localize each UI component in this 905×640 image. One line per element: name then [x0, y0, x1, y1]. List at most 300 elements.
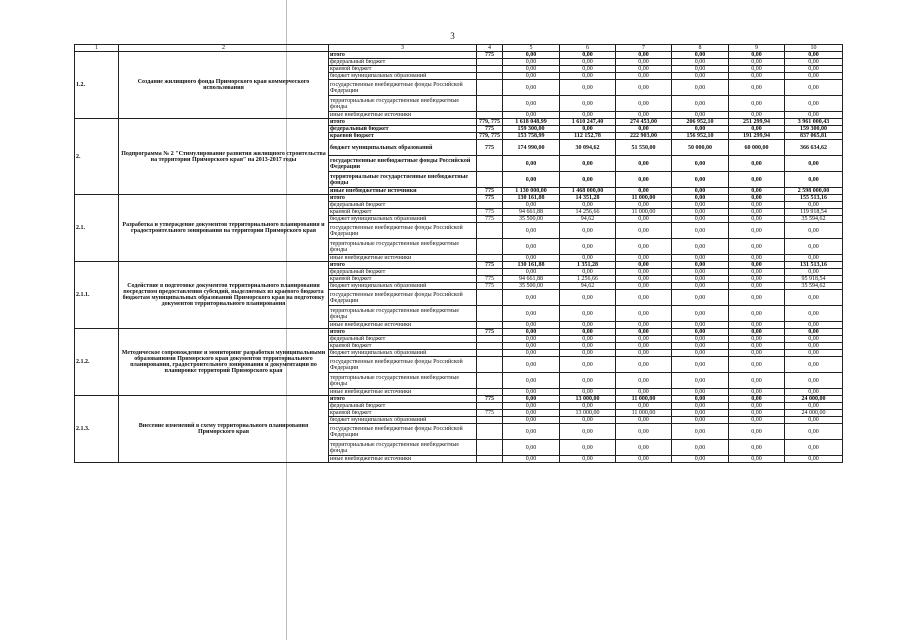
kbk-code: [477, 202, 503, 209]
amount-cell: 0,00: [503, 440, 560, 456]
kbk-code: [477, 223, 503, 239]
amount-cell: 0,00: [560, 336, 616, 343]
amount-cell: 0,00: [729, 424, 785, 440]
item-name: Методическое сопровождение и мониторинг разработки муниципальными образованиями Приморского края документов территориального планирования, градостроительного зонирования и документации по планировке территорий Приморского края: [119, 329, 329, 396]
funding-source: краевой бюджет: [329, 66, 477, 73]
amount-cell: 0,00: [785, 223, 843, 239]
amount-cell: 2 598 000,00: [785, 188, 843, 195]
amount-cell: 0,00: [729, 172, 785, 188]
funding-source: государственные внебюджетные фонды Российской Федерации: [329, 357, 477, 373]
amount-cell: 35 594,62: [785, 216, 843, 223]
amount-cell: 0,00: [616, 188, 672, 195]
amount-cell: 0,00: [503, 96, 560, 112]
amount-cell: 0,00: [729, 223, 785, 239]
amount-cell: 0,00: [560, 373, 616, 389]
kbk-code: [477, 66, 503, 73]
funding-source: иные внебюджетные источники: [329, 188, 477, 195]
amount-cell: 0,00: [729, 269, 785, 276]
amount-cell: 0,00: [503, 322, 560, 329]
amount-cell: 0,00: [560, 424, 616, 440]
amount-cell: 0,00: [729, 209, 785, 216]
amount-cell: 0,00: [729, 322, 785, 329]
amount-cell: 0,00: [560, 322, 616, 329]
kbk-code: [477, 59, 503, 66]
amount-cell: 0,00: [672, 269, 729, 276]
amount-cell: 0,00: [503, 255, 560, 262]
kbk-code: [477, 456, 503, 463]
amount-cell: 837 065,81: [785, 133, 843, 140]
amount-cell: 11 000,00: [616, 396, 672, 403]
amount-cell: 0,00: [560, 223, 616, 239]
header-cell: 1: [75, 45, 119, 52]
kbk-code: 779, 775: [477, 133, 503, 140]
amount-cell: 24 000,00: [785, 396, 843, 403]
amount-cell: 35 594,62: [785, 283, 843, 290]
amount-cell: 0,00: [785, 59, 843, 66]
header-cell: 2: [119, 45, 329, 52]
amount-cell: 0,00: [616, 255, 672, 262]
amount-cell: 0,00: [503, 66, 560, 73]
amount-cell: 0,00: [785, 269, 843, 276]
amount-cell: 0,00: [729, 440, 785, 456]
kbk-code: [477, 336, 503, 343]
amount-cell: 0,00: [503, 417, 560, 424]
amount-cell: 0,00: [672, 172, 729, 188]
funding-source: бюджет муниципальных образований: [329, 417, 477, 424]
amount-cell: 0,00: [503, 239, 560, 255]
funding-source: иные внебюджетные источники: [329, 112, 477, 119]
amount-cell: 0,00: [616, 357, 672, 373]
kbk-code: 775: [477, 410, 503, 417]
amount-cell: 95 918,54: [785, 276, 843, 283]
kbk-code: [477, 373, 503, 389]
amount-cell: 0,00: [729, 202, 785, 209]
funding-source: федеральный бюджет: [329, 269, 477, 276]
amount-cell: 0,00: [729, 290, 785, 306]
amount-cell: 0,00: [785, 52, 843, 59]
amount-cell: 0,00: [672, 188, 729, 195]
amount-cell: 0,00: [503, 410, 560, 417]
funding-source: федеральный бюджет: [329, 202, 477, 209]
amount-cell: 14 256,66: [560, 209, 616, 216]
amount-cell: 0,00: [616, 389, 672, 396]
amount-cell: 0,00: [616, 283, 672, 290]
amount-cell: 0,00: [785, 322, 843, 329]
amount-cell: 0,00: [672, 216, 729, 223]
amount-cell: 0,00: [672, 112, 729, 119]
amount-cell: 0,00: [560, 66, 616, 73]
amount-cell: 0,00: [785, 456, 843, 463]
funding-source: федеральный бюджет: [329, 403, 477, 410]
amount-cell: 0,00: [616, 66, 672, 73]
kbk-code: 779, 775: [477, 119, 503, 126]
amount-cell: 13 000,00: [560, 396, 616, 403]
amount-cell: 0,00: [616, 202, 672, 209]
amount-cell: 0,00: [785, 156, 843, 172]
amount-cell: 11 000,00: [616, 195, 672, 202]
amount-cell: 0,00: [785, 350, 843, 357]
amount-cell: 0,00: [616, 262, 672, 269]
item-name: Создание жилищного фонда Приморского края коммерческого использования: [119, 52, 329, 119]
kbk-code: [477, 290, 503, 306]
amount-cell: 0,00: [503, 350, 560, 357]
kbk-code: [477, 343, 503, 350]
amount-cell: 24 000,00: [785, 410, 843, 417]
funding-source: итого: [329, 119, 477, 126]
amount-cell: 131 513,16: [785, 262, 843, 269]
kbk-code: [477, 172, 503, 188]
funding-source: иные внебюджетные источники: [329, 255, 477, 262]
amount-cell: 0,00: [672, 424, 729, 440]
kbk-code: [477, 255, 503, 262]
amount-cell: 0,00: [785, 306, 843, 322]
amount-cell: 0,00: [616, 96, 672, 112]
amount-cell: 153 758,99: [503, 133, 560, 140]
amount-cell: 0,00: [560, 239, 616, 255]
funding-source: федеральный бюджет: [329, 59, 477, 66]
amount-cell: 159 300,00: [785, 126, 843, 133]
funding-source: краевой бюджет: [329, 343, 477, 350]
amount-cell: 0,00: [503, 52, 560, 59]
item-name: Подпрограмма № 2 "Стимулирование развития жилищного строительства на территории Приморского края" на 2013-2017 годы: [119, 119, 329, 195]
amount-cell: 0,00: [729, 329, 785, 336]
kbk-code: [477, 357, 503, 373]
kbk-code: [477, 156, 503, 172]
kbk-code: [477, 306, 503, 322]
amount-cell: 1 468 000,00: [560, 188, 616, 195]
amount-cell: 0,00: [729, 350, 785, 357]
funding-source: бюджет муниципальных образований: [329, 140, 477, 156]
kbk-code: [477, 112, 503, 119]
table-row: [75, 262, 843, 269]
amount-cell: 0,00: [672, 389, 729, 396]
amount-cell: 1 256,66: [560, 276, 616, 283]
amount-cell: 0,00: [672, 96, 729, 112]
amount-cell: 0,00: [785, 389, 843, 396]
amount-cell: 0,00: [560, 255, 616, 262]
funding-source: иные внебюджетные источники: [329, 389, 477, 396]
item-code: 2.1.3.: [75, 396, 119, 463]
amount-cell: 174 990,00: [503, 140, 560, 156]
header-row: [75, 45, 843, 52]
amount-cell: 50 000,00: [672, 140, 729, 156]
header-cell: 9: [729, 45, 785, 52]
amount-cell: 0,00: [672, 80, 729, 96]
amount-cell: 0,00: [729, 403, 785, 410]
amount-cell: 0,00: [672, 156, 729, 172]
amount-cell: 0,00: [785, 424, 843, 440]
amount-cell: 94 661,88: [503, 209, 560, 216]
amount-cell: 0,00: [729, 52, 785, 59]
amount-cell: 0,00: [672, 306, 729, 322]
funding-source: бюджет муниципальных образований: [329, 216, 477, 223]
amount-cell: 0,00: [729, 66, 785, 73]
item-name: Внесение изменений в схему территориального планирования Приморского края: [119, 396, 329, 463]
funding-source: итого: [329, 329, 477, 336]
amount-cell: 0,00: [503, 343, 560, 350]
amount-cell: 0,00: [503, 403, 560, 410]
amount-cell: 0,00: [616, 80, 672, 96]
amount-cell: 0,00: [672, 396, 729, 403]
amount-cell: 0,00: [672, 209, 729, 216]
item-name: Содействие в подготовке документов территориального планирования посредством предоставления субсидий, выделяемых из краевого бюджета бюджетам муниципальных образований Приморского края на подготовку документов территориального планирования: [119, 262, 329, 329]
funding-source: бюджет муниципальных образований: [329, 73, 477, 80]
amount-cell: 0,00: [503, 396, 560, 403]
amount-cell: 130 161,88: [503, 195, 560, 202]
kbk-code: [477, 239, 503, 255]
amount-cell: 112 152,78: [560, 133, 616, 140]
funding-source: иные внебюджетные источники: [329, 322, 477, 329]
amount-cell: 0,00: [672, 52, 729, 59]
amount-cell: 0,00: [560, 126, 616, 133]
amount-cell: 0,00: [672, 59, 729, 66]
amount-cell: 0,00: [672, 417, 729, 424]
funding-source: федеральный бюджет: [329, 336, 477, 343]
amount-cell: 60 000,00: [729, 140, 785, 156]
amount-cell: 0,00: [616, 336, 672, 343]
funding-source: государственные внебюджетные фонды Российской Федерации: [329, 424, 477, 440]
amount-cell: 0,00: [560, 329, 616, 336]
amount-cell: 0,00: [503, 456, 560, 463]
amount-cell: 0,00: [785, 336, 843, 343]
amount-cell: 0,00: [729, 188, 785, 195]
amount-cell: 11 000,00: [616, 410, 672, 417]
amount-cell: 0,00: [560, 350, 616, 357]
kbk-code: 775: [477, 396, 503, 403]
amount-cell: 35 500,00: [503, 283, 560, 290]
amount-cell: 0,00: [503, 156, 560, 172]
amount-cell: 0,00: [729, 156, 785, 172]
amount-cell: 0,00: [672, 73, 729, 80]
amount-cell: 0,00: [503, 424, 560, 440]
amount-cell: 30 094,62: [560, 140, 616, 156]
amount-cell: 222 903,00: [616, 133, 672, 140]
funding-source: территориальные государственные внебюджетные фонды: [329, 96, 477, 112]
amount-cell: 0,00: [672, 350, 729, 357]
amount-cell: 11 000,00: [616, 209, 672, 216]
funding-source: краевой бюджет: [329, 276, 477, 283]
amount-cell: 0,00: [729, 195, 785, 202]
amount-cell: 0,00: [729, 239, 785, 255]
table-row: [75, 329, 843, 336]
amount-cell: 0,00: [616, 269, 672, 276]
amount-cell: 1 618 048,99: [503, 119, 560, 126]
amount-cell: 13 000,00: [560, 410, 616, 417]
amount-cell: 0,00: [785, 255, 843, 262]
amount-cell: 0,00: [560, 52, 616, 59]
amount-cell: 0,00: [616, 52, 672, 59]
table-row: [75, 396, 843, 403]
amount-cell: 0,00: [785, 357, 843, 373]
amount-cell: 0,00: [729, 373, 785, 389]
header-cell: 4: [477, 45, 503, 52]
amount-cell: 0,00: [785, 403, 843, 410]
amount-cell: 0,00: [672, 276, 729, 283]
amount-cell: 0,00: [672, 202, 729, 209]
amount-cell: 0,00: [560, 202, 616, 209]
amount-cell: 0,00: [785, 239, 843, 255]
amount-cell: 0,00: [503, 389, 560, 396]
amount-cell: 0,00: [729, 417, 785, 424]
amount-cell: 0,00: [729, 80, 785, 96]
amount-cell: 94,62: [560, 216, 616, 223]
amount-cell: 0,00: [616, 440, 672, 456]
amount-cell: 0,00: [785, 172, 843, 188]
funding-source: итого: [329, 396, 477, 403]
amount-cell: 0,00: [672, 223, 729, 239]
amount-cell: 0,00: [616, 276, 672, 283]
amount-cell: 0,00: [672, 322, 729, 329]
table-row: [75, 119, 843, 126]
amount-cell: 251 299,94: [729, 119, 785, 126]
amount-cell: 155 513,16: [785, 195, 843, 202]
amount-cell: 0,00: [503, 59, 560, 66]
amount-cell: 0,00: [672, 329, 729, 336]
amount-cell: 0,00: [560, 306, 616, 322]
amount-cell: 0,00: [672, 262, 729, 269]
amount-cell: 191 299,94: [729, 133, 785, 140]
kbk-code: [477, 389, 503, 396]
amount-cell: 0,00: [672, 290, 729, 306]
amount-cell: 0,00: [616, 223, 672, 239]
amount-cell: 0,00: [560, 96, 616, 112]
amount-cell: 156 952,10: [672, 133, 729, 140]
amount-cell: 0,00: [560, 389, 616, 396]
amount-cell: 0,00: [616, 156, 672, 172]
amount-cell: 0,00: [616, 59, 672, 66]
amount-cell: 0,00: [672, 343, 729, 350]
amount-cell: 0,00: [672, 195, 729, 202]
table-row: [75, 52, 843, 59]
amount-cell: 0,00: [616, 322, 672, 329]
funding-source: бюджет муниципальных образований: [329, 283, 477, 290]
amount-cell: 0,00: [503, 290, 560, 306]
amount-cell: 0,00: [672, 357, 729, 373]
amount-cell: 0,00: [785, 343, 843, 350]
amount-cell: 0,00: [560, 156, 616, 172]
amount-cell: 0,00: [503, 329, 560, 336]
amount-cell: 0,00: [672, 126, 729, 133]
amount-cell: 0,00: [729, 126, 785, 133]
funding-source: федеральный бюджет: [329, 126, 477, 133]
header-cell: 7: [616, 45, 672, 52]
amount-cell: 0,00: [785, 417, 843, 424]
kbk-code: 775: [477, 262, 503, 269]
funding-source: территориальные государственные внебюджетные фонды: [329, 172, 477, 188]
kbk-code: 775: [477, 329, 503, 336]
amount-cell: 0,00: [729, 112, 785, 119]
amount-cell: 0,00: [616, 239, 672, 255]
amount-cell: 1 610 247,40: [560, 119, 616, 126]
header-cell: 5: [503, 45, 560, 52]
amount-cell: 206 952,10: [672, 119, 729, 126]
funding-source: государственные внебюджетные фонды Российской Федерации: [329, 223, 477, 239]
funding-source: итого: [329, 52, 477, 59]
amount-cell: 0,00: [560, 403, 616, 410]
funding-source: территориальные государственные внебюджетные фонды: [329, 440, 477, 456]
header-cell: 8: [672, 45, 729, 52]
amount-cell: 0,00: [729, 73, 785, 80]
amount-cell: 0,00: [560, 417, 616, 424]
item-name: Разработка и утверждение документов территориального планирования и градостроительного зонирования на территории Приморского края: [119, 195, 329, 262]
amount-cell: 94,62: [560, 283, 616, 290]
amount-cell: 0,00: [560, 290, 616, 306]
table-row: [75, 195, 843, 202]
amount-cell: 0,00: [616, 403, 672, 410]
amount-cell: 0,00: [729, 396, 785, 403]
kbk-code: 775: [477, 195, 503, 202]
funding-source: итого: [329, 195, 477, 202]
amount-cell: 0,00: [729, 357, 785, 373]
funding-source: территориальные государственные внебюджетные фонды: [329, 306, 477, 322]
item-code: 2.1.2.: [75, 329, 119, 396]
amount-cell: 0,00: [729, 283, 785, 290]
amount-cell: 0,00: [672, 336, 729, 343]
kbk-code: [477, 424, 503, 440]
amount-cell: 0,00: [729, 389, 785, 396]
amount-cell: 35 500,00: [503, 216, 560, 223]
amount-cell: 0,00: [560, 80, 616, 96]
amount-cell: 0,00: [503, 80, 560, 96]
amount-cell: 1 351,28: [560, 262, 616, 269]
amount-cell: 0,00: [560, 357, 616, 373]
amount-cell: 0,00: [503, 73, 560, 80]
amount-cell: 0,00: [503, 223, 560, 239]
amount-cell: 0,00: [616, 424, 672, 440]
amount-cell: 51 550,00: [616, 140, 672, 156]
header-cell: 10: [785, 45, 843, 52]
amount-cell: 0,00: [560, 112, 616, 119]
amount-cell: 0,00: [560, 269, 616, 276]
item-code: 2.: [75, 119, 119, 195]
amount-cell: 0,00: [729, 456, 785, 463]
amount-cell: 0,00: [672, 456, 729, 463]
amount-cell: 0,00: [672, 66, 729, 73]
amount-cell: 0,00: [729, 96, 785, 112]
header-cell: 3: [329, 45, 477, 52]
amount-cell: 0,00: [672, 373, 729, 389]
amount-cell: 0,00: [503, 306, 560, 322]
amount-cell: 274 453,00: [616, 119, 672, 126]
kbk-code: [477, 322, 503, 329]
kbk-code: [477, 96, 503, 112]
funding-source: государственные внебюджетные фонды Российской Федерации: [329, 156, 477, 172]
kbk-code: [477, 73, 503, 80]
page-number: 3: [450, 31, 455, 41]
amount-cell: 0,00: [616, 126, 672, 133]
funding-source: территориальные государственные внебюджетные фонды: [329, 239, 477, 255]
amount-cell: 1 130 000,00: [503, 188, 560, 195]
kbk-code: [477, 350, 503, 357]
amount-cell: 0,00: [560, 343, 616, 350]
funding-source: государственные внебюджетные фонды Российской Федерации: [329, 290, 477, 306]
amount-cell: 0,00: [785, 373, 843, 389]
amount-cell: 0,00: [672, 283, 729, 290]
amount-cell: 0,00: [616, 290, 672, 306]
table-body: [75, 45, 843, 463]
amount-cell: 0,00: [729, 336, 785, 343]
amount-cell: 0,00: [729, 343, 785, 350]
funding-source: краевой бюджет: [329, 209, 477, 216]
amount-cell: 0,00: [616, 306, 672, 322]
kbk-code: 775: [477, 283, 503, 290]
amount-cell: 0,00: [785, 290, 843, 306]
amount-cell: 0,00: [560, 440, 616, 456]
amount-cell: 0,00: [503, 336, 560, 343]
kbk-code: 775: [477, 216, 503, 223]
amount-cell: 0,00: [616, 172, 672, 188]
amount-cell: 0,00: [560, 172, 616, 188]
